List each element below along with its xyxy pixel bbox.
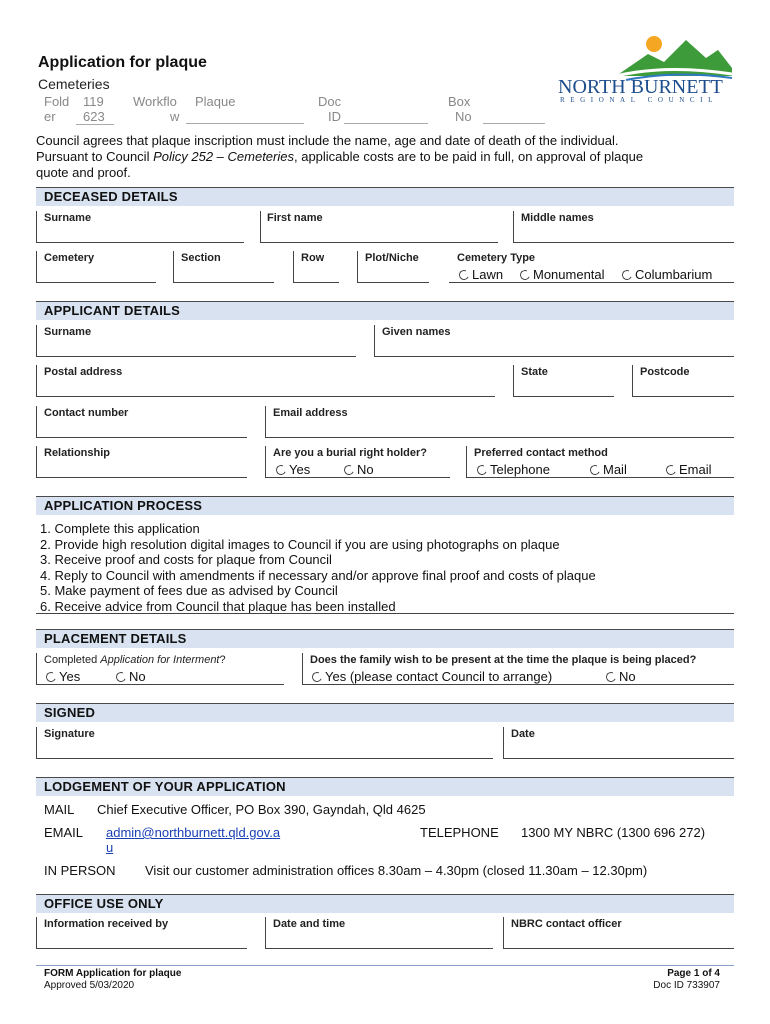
given-names-label: Given names <box>382 326 451 338</box>
intro-line-2c: , applicable costs are to be paid in full, on approval of plaque <box>293 149 644 164</box>
option-label: Monumental <box>533 267 605 282</box>
box-label-2: No <box>455 109 472 124</box>
row-label: Row <box>301 252 325 264</box>
postal-address-field[interactable] <box>36 365 495 397</box>
given-names-field[interactable] <box>374 325 734 357</box>
preferred-contact-label: Preferred contact method <box>474 447 608 459</box>
radio-icon <box>476 463 489 476</box>
applicant-surname-label: Surname <box>44 326 92 338</box>
process-step: 4. Reply to Council with amendments if necessary and/or approve final proof and costs of plaque <box>40 567 596 583</box>
process-step: 6. Receive advice from Council that plaque has been installed <box>40 598 396 614</box>
section-office: OFFICE USE ONLY <box>36 895 734 913</box>
interment-yes[interactable] <box>46 669 80 684</box>
postal-address-label: Postal address <box>44 366 123 378</box>
preferred-email[interactable] <box>666 462 712 477</box>
family-present-question: Does the family wish to be present at the time the plaque is being placed? <box>310 654 697 666</box>
email-address-label: Email address <box>273 407 348 419</box>
footer-rule <box>36 965 734 966</box>
radio-icon <box>115 670 128 683</box>
deceased-first-name-label: First name <box>267 212 323 224</box>
option-label: Columbarium <box>635 267 713 282</box>
in-person-label: IN PERSON <box>44 863 116 878</box>
cemetery-type-columbarium[interactable] <box>622 267 712 282</box>
cemetery-type-lawn[interactable] <box>459 267 503 282</box>
option-label: No <box>129 669 146 684</box>
section-applicant: APPLICANT DETAILS <box>36 302 734 320</box>
process-step: 2. Provide high resolution digital images to Council if you are using photographs on plaque <box>40 536 560 552</box>
option-label: Mail <box>603 462 627 477</box>
applicant-surname-field[interactable] <box>36 325 356 357</box>
burial-right-question: Are you a burial right holder? <box>273 447 428 459</box>
workflow-line <box>186 123 304 124</box>
page-title: Application for plaque <box>38 54 207 71</box>
policy-reference: Policy 252 – Cemeteries <box>153 149 294 164</box>
email-link-line-2[interactable]: u <box>106 840 114 855</box>
email-link-line-1[interactable]: admin@northburnett.qld.gov.a <box>106 825 281 840</box>
deceased-surname-label: Surname <box>44 212 92 224</box>
process-step: 3. Receive proof and costs for plaque from Council <box>40 552 332 567</box>
cemetery-type-label: Cemetery Type <box>457 252 536 264</box>
option-label: Yes (please contact Council to arrange) <box>325 669 553 684</box>
intro-line-2 <box>36 149 736 165</box>
section-label: Section <box>181 252 221 264</box>
box-line <box>483 123 545 124</box>
docid-label-2: ID <box>328 109 341 124</box>
plot-label: Plot/Niche <box>365 252 419 264</box>
interment-q-b: Application for Interment <box>100 654 220 666</box>
workflow-label-2: w <box>170 109 180 124</box>
workflow-label-1: Workflo <box>133 94 177 109</box>
in-person-value: Visit our customer administration offices 8.30am – 4.30pm (closed 11.30am – 12.30pm) <box>145 863 648 878</box>
radio-icon <box>458 268 471 281</box>
radio-icon <box>275 463 288 476</box>
intro-text <box>36 133 736 181</box>
radio-icon <box>45 670 58 683</box>
deceased-first-name-field[interactable] <box>260 211 498 243</box>
telephone-label: TELEPHONE <box>420 825 499 840</box>
section-deceased: DECEASED DETAILS <box>36 188 734 206</box>
state-label: State <box>521 366 548 378</box>
deceased-surname-field[interactable] <box>36 211 244 243</box>
signature-field[interactable] <box>36 727 493 759</box>
option-label: Lawn <box>472 267 504 282</box>
postcode-label: Postcode <box>640 366 690 378</box>
footer-doc-id: Doc ID 733907 <box>653 980 720 991</box>
cemetery-type-monumental[interactable] <box>520 267 605 282</box>
process-underline <box>36 613 734 614</box>
page-subtitle: Cemeteries <box>38 76 110 92</box>
email-address-field[interactable] <box>265 406 734 438</box>
deceased-middle-names-field[interactable] <box>513 211 734 243</box>
radio-icon <box>621 268 634 281</box>
option-label: No <box>357 462 374 477</box>
section-process: APPLICATION PROCESS <box>36 497 734 515</box>
option-label: Yes <box>59 669 81 684</box>
process-step: 5. Make payment of fees due as advised by Council <box>40 583 338 598</box>
radio-icon <box>589 463 602 476</box>
date-time-field[interactable] <box>265 917 493 949</box>
radio-icon <box>519 268 532 281</box>
footer-page-number: Page 1 of 4 <box>667 968 720 979</box>
footer-approved: Approved 5/03/2020 <box>44 980 135 991</box>
option-label: Yes <box>289 462 311 477</box>
telephone-value: 1300 MY NBRC (1300 696 272) <box>521 825 706 840</box>
signed-date-field[interactable] <box>503 727 734 759</box>
cemetery-field[interactable] <box>36 251 156 283</box>
row-field[interactable] <box>293 251 339 283</box>
burial-right-yes[interactable] <box>276 462 310 477</box>
cemetery-label: Cemetery <box>44 252 95 264</box>
process-steps <box>40 521 596 614</box>
section-lodgement: LODGEMENT OF YOUR APPLICATION <box>36 778 734 796</box>
section-placement: PLACEMENT DETAILS <box>36 630 734 648</box>
received-by-label: Information received by <box>44 918 169 930</box>
radio-icon <box>605 670 618 683</box>
email-label: EMAIL <box>44 825 84 840</box>
family-present-yes[interactable] <box>312 669 552 684</box>
contact-officer-label: NBRC contact officer <box>511 918 622 930</box>
intro-line-2a: Pursuant to Council <box>36 149 154 164</box>
option-label: Email <box>679 462 712 477</box>
contact-officer-field[interactable] <box>503 917 734 949</box>
logo-tagline: REGIONAL COUNCIL <box>560 96 718 104</box>
preferred-mail[interactable] <box>590 462 627 477</box>
state-field[interactable] <box>513 365 614 397</box>
logo-name: NORTH BURNETT <box>558 76 723 98</box>
docid-line <box>344 123 428 124</box>
preferred-telephone[interactable] <box>477 462 550 477</box>
mail-value: Chief Executive Officer, PO Box 390, Gayndah, Qld 4625 <box>97 802 426 817</box>
footer-form-name: FORM Application for plaque <box>44 968 182 979</box>
docid-label-1: Doc <box>318 94 342 109</box>
interment-no[interactable] <box>116 669 146 684</box>
folder-label-1: Fold <box>44 94 70 109</box>
council-logo <box>556 32 736 106</box>
option-label: No <box>619 669 636 684</box>
folder-value-2: 623 <box>76 109 114 125</box>
section-signed: SIGNED <box>36 704 734 722</box>
interment-q-c: ? <box>219 654 226 666</box>
signed-date-label: Date <box>511 728 535 740</box>
section-field[interactable] <box>173 251 274 283</box>
option-label: Telephone <box>490 462 550 477</box>
received-by-field[interactable] <box>36 917 247 949</box>
folder-label-2: er <box>44 109 56 124</box>
deceased-middle-names-label: Middle names <box>521 212 594 224</box>
plot-field[interactable] <box>357 251 429 283</box>
radio-icon <box>665 463 678 476</box>
contact-number-label: Contact number <box>44 407 129 419</box>
interment-q-a: Completed <box>44 654 101 666</box>
postcode-field[interactable] <box>632 365 734 397</box>
mail-label: MAIL <box>44 802 75 817</box>
intro-line-1: Council agrees that plaque inscription must include the name, age and date of death of the individual. <box>36 133 619 148</box>
date-time-label: Date and time <box>273 918 346 930</box>
intro-line-3: quote and proof. <box>36 165 131 180</box>
contact-number-field[interactable] <box>36 406 247 438</box>
signature-label: Signature <box>44 728 95 740</box>
folder-value-1: 119 <box>83 94 104 109</box>
relationship-label: Relationship <box>44 447 111 459</box>
family-present-no[interactable] <box>606 669 636 684</box>
burial-right-no[interactable] <box>344 462 374 477</box>
box-label-1: Box <box>448 94 471 109</box>
radio-icon <box>311 670 324 683</box>
relationship-field[interactable] <box>36 446 247 478</box>
radio-icon <box>343 463 356 476</box>
process-step: 1. Complete this application <box>40 521 200 536</box>
workflow-value: Plaque <box>195 94 236 109</box>
